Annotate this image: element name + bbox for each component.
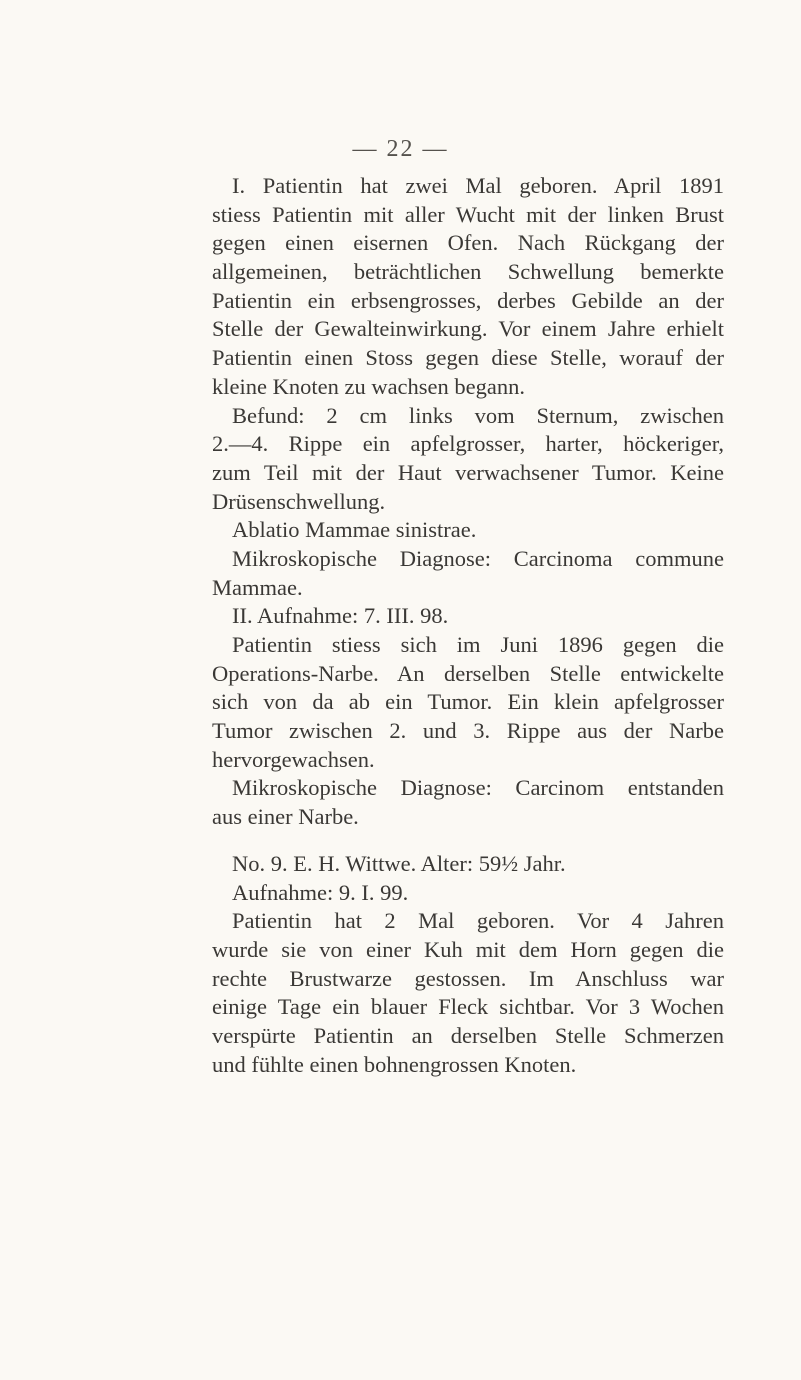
text-line: Aufnahme: 9. I. 99.: [232, 879, 409, 905]
text-line: sich von da ab ein Tumor. Ein klein apfelgrosser: [212, 689, 724, 715]
text-line: zum Teil mit der Haut verwachsener Tumor. Keine: [212, 459, 724, 485]
text-line: Drüsenschwellung.: [212, 488, 386, 514]
text-line: I. Patientin hat zwei Mal geboren. April 1891: [232, 173, 724, 198]
text-line: Operations-Narbe. An derselben Stelle entwickelte: [212, 660, 724, 686]
paragraph: [212, 774, 724, 831]
text-line: Stelle der Gewalteinwirkung. Vor einem Jahre erhielt: [212, 316, 724, 342]
text-line: einige Tage ein blauer Fleck sichtbar. Vor 3 Wochen: [212, 994, 724, 1020]
section-gap: [212, 832, 724, 850]
text-line: rechte Brustwarze gestossen. Im Anschluss war: [212, 965, 724, 991]
paragraph: [212, 602, 724, 631]
text-line: allgemeinen, beträchtlichen Schwellung bemerkte: [212, 259, 724, 285]
page-number: — 22 —: [352, 136, 449, 162]
text-line: und fühlte einen bohnengrossen Knoten.: [212, 1051, 577, 1077]
text-line: Mikroskopische Diagnose: Carcinom entstanden: [232, 775, 724, 801]
text-line: Tumor zwischen 2. und 3. Rippe aus der Narbe: [212, 718, 724, 744]
text-line: hervorgewachsen.: [212, 746, 375, 772]
text-line: aus einer Narbe.: [212, 804, 359, 830]
text-line: Patientin stiess sich im Juni 1896 gegen die: [232, 632, 724, 657]
paragraph: [212, 545, 724, 602]
paragraph: [212, 516, 724, 545]
text-line: verspürte Patientin an derselben Stelle Schmerzen: [212, 1022, 724, 1048]
paragraph: [212, 402, 724, 517]
paragraph: [212, 172, 724, 402]
text-line: kleine Knoten zu wachsen begann.: [212, 373, 526, 399]
text-line: wurde sie von einer Kuh mit dem Horn gegen die: [212, 936, 724, 962]
text-line: Patientin hat 2 Mal geboren. Vor 4 Jahren: [232, 908, 724, 934]
page-body: [212, 172, 724, 1079]
text-line: gegen einen eisernen Ofen. Nach Rückgang der: [212, 230, 724, 256]
text-line: 2.—4. Rippe ein apfelgrosser, harter, höckeriger,: [212, 431, 724, 457]
text-line: Mammae.: [212, 574, 303, 600]
text-line: stiess Patientin mit aller Wucht mit der linken Brust: [212, 201, 724, 227]
paragraph: [212, 850, 724, 879]
text-line: II. Aufnahme: 7. III. 98.: [232, 603, 449, 629]
text-line: Patientin ein erbsengrosses, derbes Gebilde an der: [212, 287, 724, 313]
text-line: Mikroskopische Diagnose: Carcinoma commune: [232, 545, 724, 571]
paragraph: [212, 631, 724, 774]
text-line: Befund: 2 cm links vom Sternum, zwischen: [232, 402, 724, 428]
paragraph: [212, 907, 724, 1079]
paragraph: [212, 879, 724, 908]
text-line: Patientin einen Stoss gegen diese Stelle, worauf der: [212, 345, 724, 371]
text-line: No. 9. E. H. Wittwe. Alter: 59½ Jahr.: [232, 850, 566, 876]
text-line: Ablatio Mammae sinistrae.: [232, 517, 477, 543]
